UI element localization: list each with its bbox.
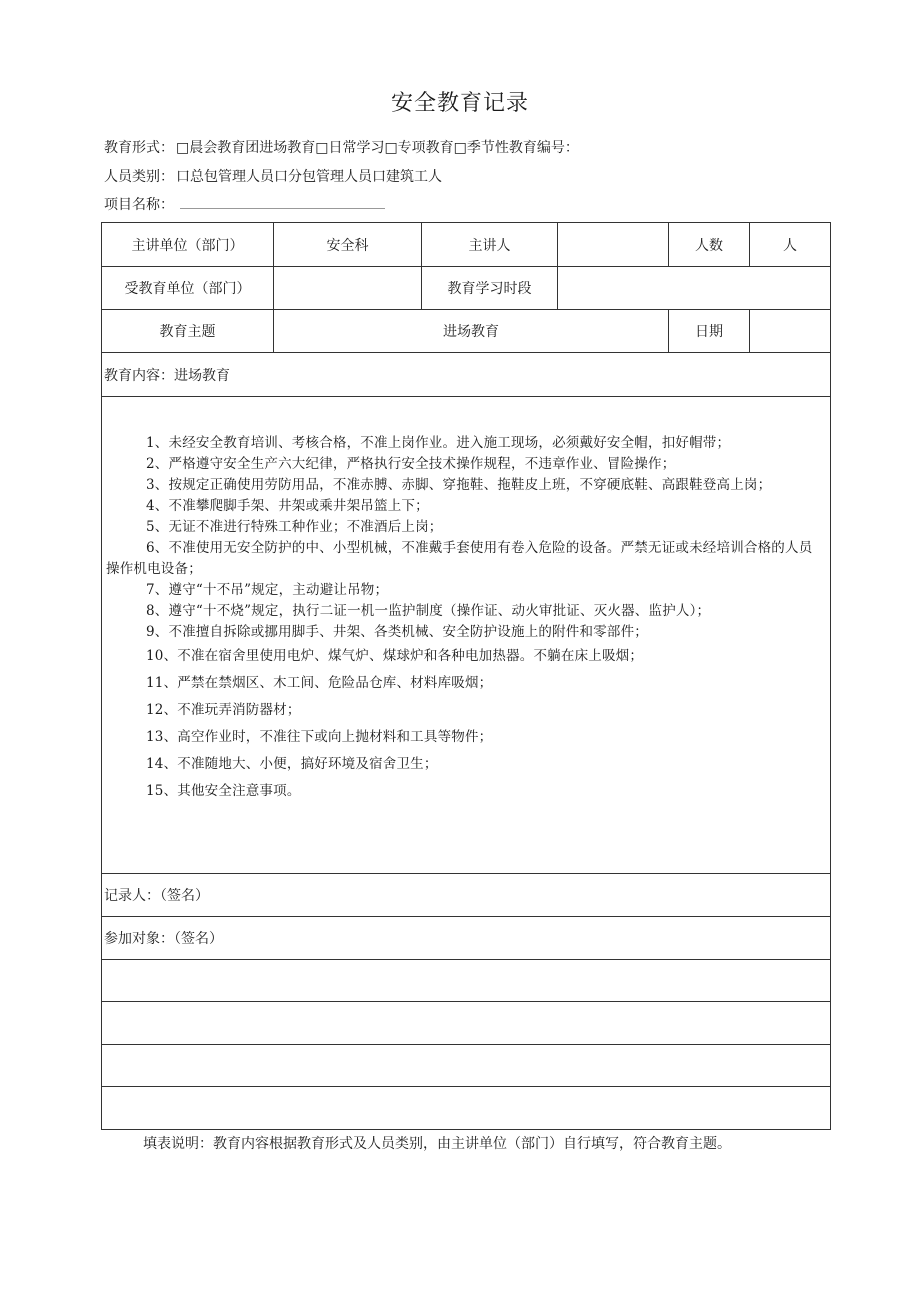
project-name-label: 项目名称： bbox=[104, 197, 174, 213]
list-item: 9、不准擅自拆除或挪用脚手、井架、各类机械、安全防护设施上的附件和零部件； bbox=[146, 624, 648, 640]
study-period-label: 教育学习时段 bbox=[422, 267, 558, 310]
list-item: 7、遵守“十不吊”规定，主动避让吊物； bbox=[146, 582, 389, 598]
list-item: 1、未经安全教育培训、考核合格，不准上岗作业。进入施工现场，必须戴好安全帽，扣好帽带； bbox=[146, 435, 731, 451]
signature-row[interactable] bbox=[102, 1087, 831, 1130]
list-item: 3、按规定正确使用劳防用品，不准赤膊、赤脚、穿拖鞋、拖鞋皮上班，不穿硬底鞋、高跟鞋登高上岗； bbox=[146, 477, 772, 493]
education-content-body[interactable] bbox=[102, 397, 831, 874]
signature-row[interactable] bbox=[102, 960, 831, 1002]
trainee-unit-value[interactable] bbox=[274, 267, 422, 310]
study-period-value[interactable] bbox=[558, 267, 831, 310]
list-item: 10、不准在宿舍里使用电炉、煤气炉、煤球炉和各种电加热器。不躺在床上吸烟； bbox=[146, 648, 644, 664]
personnel-type-line bbox=[104, 166, 442, 186]
project-name-line bbox=[104, 194, 385, 214]
recorder-signature[interactable]: 记录人：（签名） bbox=[102, 874, 831, 917]
list-item: 5、无证不准进行特殊工种作业；不准酒后上岗； bbox=[146, 519, 443, 535]
lecturer-unit-value[interactable]: 安全科 bbox=[274, 223, 422, 267]
lecturer-value[interactable] bbox=[558, 223, 669, 267]
list-item: 14、不准随地大、小便，搞好环境及宿舍卫生； bbox=[146, 756, 438, 772]
lecturer-label: 主讲人 bbox=[422, 223, 558, 267]
list-item: 13、高空作业时，不准往下或向上抛材料和工具等物件； bbox=[146, 729, 493, 745]
rules-list bbox=[102, 397, 830, 805]
record-table bbox=[101, 222, 831, 1130]
signature-row[interactable] bbox=[102, 1002, 831, 1045]
education-theme-value[interactable]: 进场教育 bbox=[274, 310, 669, 353]
date-value[interactable] bbox=[750, 310, 831, 353]
trainee-unit-label: 受教育单位（部门） bbox=[102, 267, 274, 310]
education-form-label: 教育形式： bbox=[104, 140, 174, 156]
education-theme-label: 教育主题 bbox=[102, 310, 274, 353]
list-item: 8、遵守“十不烧”规定，执行二证一机一监护制度（操作证、动火审批证、灭火器、监护人）； bbox=[146, 603, 711, 619]
headcount-label: 人数 bbox=[669, 223, 750, 267]
list-item: 12、不准玩弄消防器材； bbox=[146, 702, 301, 718]
headcount-value[interactable]: 人 bbox=[750, 223, 831, 267]
education-form-line bbox=[104, 137, 579, 157]
education-form-options[interactable]: □晨会教育团进场教育□日常学习□专项教育□季节性教育编号： bbox=[176, 140, 579, 156]
personnel-type-options[interactable]: 口总包管理人员口分包管理人员口建筑工人 bbox=[176, 169, 442, 185]
page-title: 安全教育记录 bbox=[390, 91, 529, 116]
project-name-field[interactable] bbox=[180, 196, 385, 209]
participants-signature[interactable]: 参加对象：（签名） bbox=[102, 917, 831, 960]
list-item: 4、不准攀爬脚手架、井架或乘井架吊篮上下； bbox=[146, 498, 429, 514]
personnel-type-label: 人员类别： bbox=[104, 169, 174, 185]
education-content-label: 教育内容：进场教育 bbox=[102, 353, 831, 397]
lecturer-unit-label: 主讲单位（部门） bbox=[102, 223, 274, 267]
date-label: 日期 bbox=[669, 310, 750, 353]
list-item: 11、严禁在禁烟区、木工间、危险品仓库、材料库吸烟； bbox=[146, 675, 493, 691]
footer-note: 填表说明：教育内容根据教育形式及人员类别，由主讲单位（部门）自行填写，符合教育主题。 bbox=[143, 1136, 731, 1152]
list-item: 15、其他安全注意事项。 bbox=[146, 783, 301, 799]
list-item: 6、不准使用无安全防护的中、小型机械，不准戴手套使用有卷入危险的设备。严禁无证或未经培训合格的人员操作机电设备； bbox=[106, 540, 813, 577]
signature-row[interactable] bbox=[102, 1045, 831, 1087]
list-item: 2、严格遵守安全生产六大纪律，严格执行安全技术操作规程，不违章作业、冒险操作； bbox=[146, 456, 676, 472]
